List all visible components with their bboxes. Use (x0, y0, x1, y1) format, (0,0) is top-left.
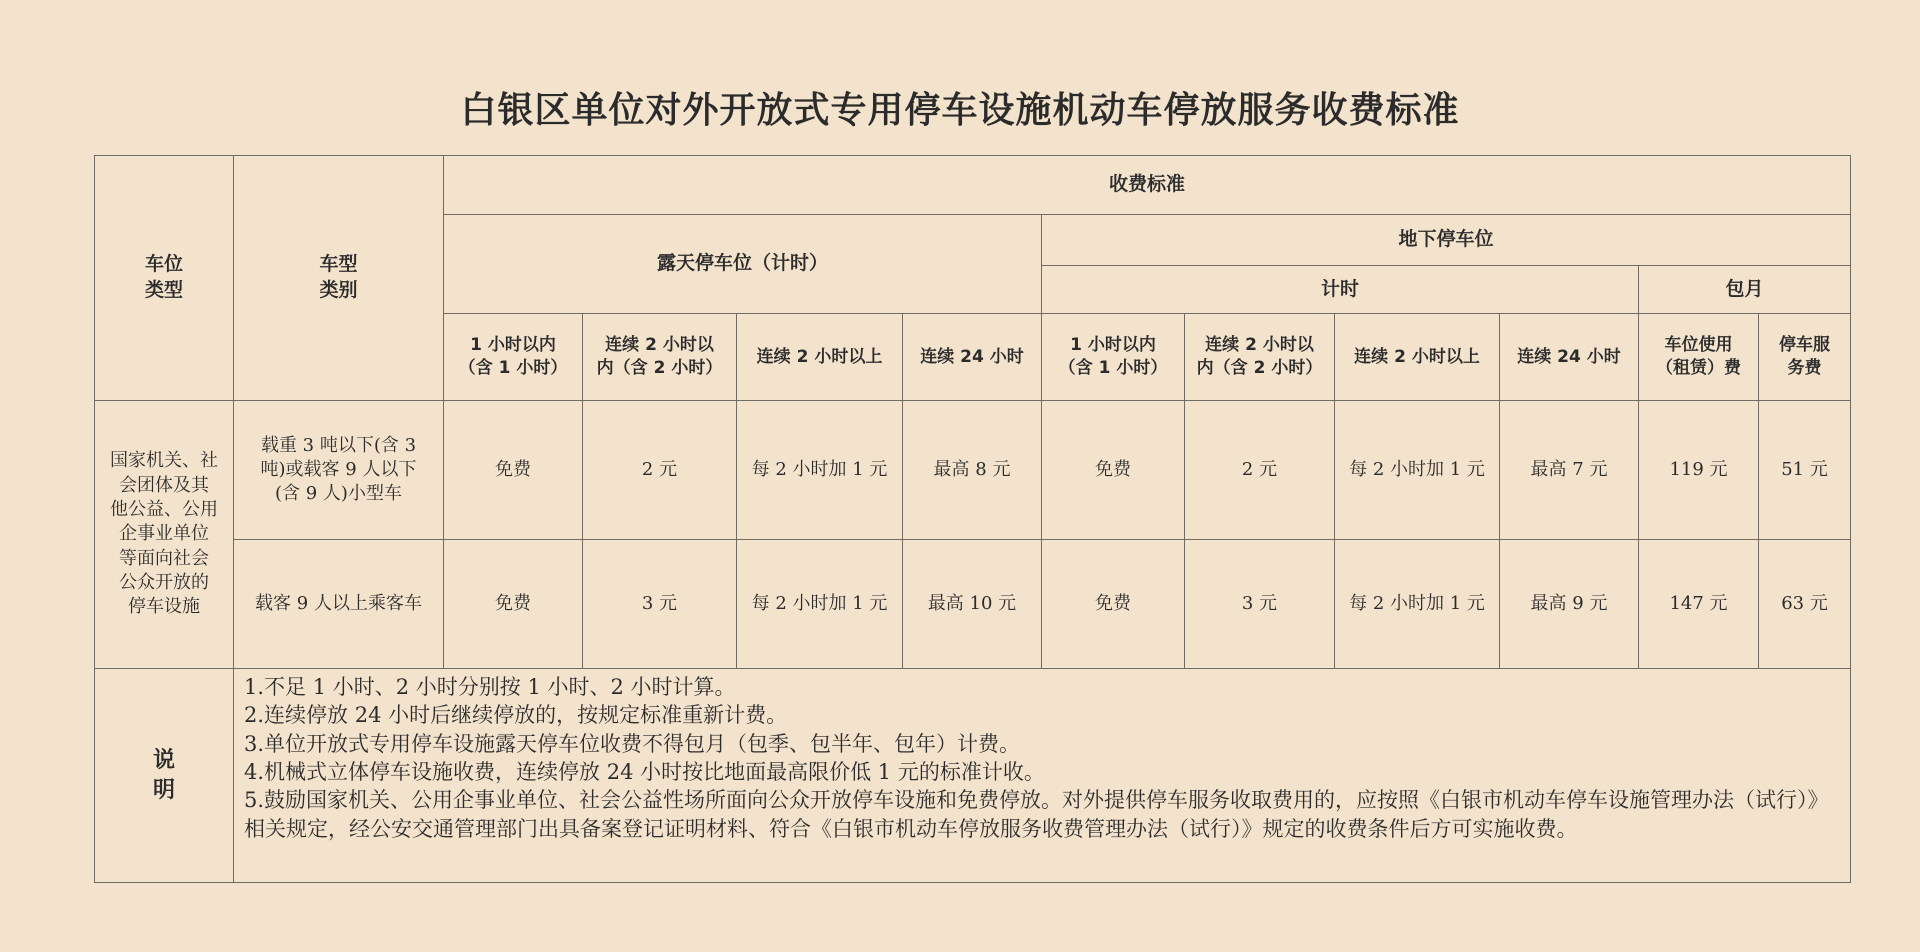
space-type-value: 国家机关、社 会团体及其 他公益、公用 企事业单位 等面向社会 公众开放的 停车设施 (95, 401, 234, 669)
fee-cell: 63 元 (1759, 540, 1851, 669)
notes-content (234, 669, 1851, 883)
header-space-type: 车位 类型 (95, 156, 234, 401)
col-monthly-rent: 车位使用 （租赁）费 (1639, 314, 1759, 401)
fee-cell: 每 2 小时加 1 元 (737, 401, 903, 540)
fee-cell: 3 元 (583, 540, 737, 669)
table-row (95, 540, 1851, 669)
fee-cell: 免费 (1042, 540, 1185, 669)
page-title: 白银区单位对外开放式专用停车设施机动车停放服务收费标准 (460, 90, 1460, 131)
fee-cell: 最高 8 元 (903, 401, 1042, 540)
note-item: 4.机械式立体停车设施收费，连续停放 24 小时按比地面最高限价低 1 元的标准计收。 (244, 760, 1045, 785)
note-item: 5.鼓励国家机关、公用企事业单位、社会公益性场所面向公众开放停车设施和免费停放。对外提供停车服务收取费用的，应按照《白银市机动车停车设施管理办法（试行）》相关规定，经公安交通管理部门出具备案登记证明材料、符合《白银市机动车停放服务收费管理办法（试行）》规定的收费条件后方可实施收费。 (244, 788, 1829, 841)
fee-cell: 2 元 (1185, 401, 1335, 540)
header-hourly: 计时 (1042, 266, 1639, 314)
col-under-24h: 连续 24 小时 (1500, 314, 1639, 401)
fee-cell: 147 元 (1639, 540, 1759, 669)
fee-cell: 免费 (444, 540, 583, 669)
fee-cell: 免费 (1042, 401, 1185, 540)
table-row (95, 401, 1851, 540)
col-monthly-service: 停车服 务费 (1759, 314, 1851, 401)
header-vehicle-type: 车型 类别 (234, 156, 444, 401)
col-under-over2h: 连续 2 小时以上 (1335, 314, 1500, 401)
note-item: 3.单位开放式专用停车设施露天停车位收费不得包月（包季、包半年、包年）计费。 (244, 731, 1021, 756)
col-outdoor-24h: 连续 24 小时 (903, 314, 1042, 401)
vehicle-type-bus: 载客 9 人以上乘客车 (234, 540, 444, 669)
notes-row (95, 669, 1851, 883)
col-outdoor-over2h: 连续 2 小时以上 (737, 314, 903, 401)
note-item: 1.不足 1 小时、2 小时分别按 1 小时、2 小时计算。 (244, 675, 736, 699)
col-outdoor-1h: 1 小时以内 （含 1 小时） (444, 314, 583, 401)
note-item: 2.连续停放 24 小时后继续停放的，按规定标准重新计费。 (244, 703, 788, 728)
fee-cell: 最高 7 元 (1500, 401, 1639, 540)
col-outdoor-2h: 连续 2 小时以 内（含 2 小时） (583, 314, 737, 401)
header-outdoor: 露天停车位（计时） (444, 215, 1042, 314)
fee-cell: 每 2 小时加 1 元 (1335, 540, 1500, 669)
fee-cell: 最高 9 元 (1500, 540, 1639, 669)
col-under-2h: 连续 2 小时以 内（含 2 小时） (1185, 314, 1335, 401)
fee-cell: 免费 (444, 401, 583, 540)
fee-cell: 每 2 小时加 1 元 (1335, 401, 1500, 540)
fee-cell: 3 元 (1185, 540, 1335, 669)
fee-cell: 51 元 (1759, 401, 1851, 540)
header-monthly: 包月 (1639, 266, 1851, 314)
fee-cell: 每 2 小时加 1 元 (737, 540, 903, 669)
fee-cell: 最高 10 元 (903, 540, 1042, 669)
vehicle-type-small: 载重 3 吨以下(含 3 吨)或载客 9 人以下 (含 9 人)小型车 (234, 401, 444, 540)
fee-cell: 2 元 (583, 401, 737, 540)
fee-cell: 119 元 (1639, 401, 1759, 540)
header-fee-standard: 收费标准 (444, 156, 1851, 215)
notes-label: 说 明 (95, 669, 234, 883)
fee-table (94, 155, 1851, 883)
col-under-1h: 1 小时以内 （含 1 小时） (1042, 314, 1185, 401)
header-underground: 地下停车位 (1042, 215, 1851, 266)
